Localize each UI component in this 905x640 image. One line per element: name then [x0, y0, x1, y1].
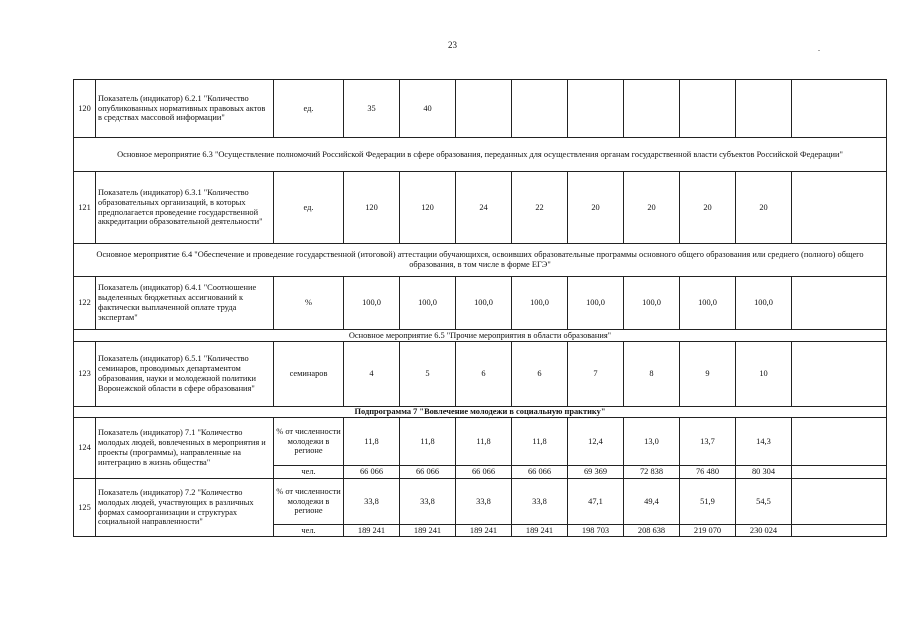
value-cell [792, 342, 887, 407]
value-cell: 12,4 [568, 418, 624, 466]
value-cell: 66 066 [456, 466, 512, 479]
value-cell: 198 703 [568, 525, 624, 537]
row-number: 122 [74, 277, 96, 330]
value-cell: 6 [456, 342, 512, 407]
table-row [74, 172, 887, 244]
page-mark: . [818, 44, 820, 53]
value-cell: 8 [624, 342, 680, 407]
unit-cell: чел. [274, 466, 344, 479]
value-cell: 49,4 [624, 479, 680, 525]
value-cell: 72 838 [624, 466, 680, 479]
value-cell: 51,9 [680, 479, 736, 525]
unit-cell: ед. [274, 80, 344, 138]
value-cell: 230 024 [736, 525, 792, 537]
section-row [74, 330, 887, 342]
table-row [74, 277, 887, 330]
value-cell: 100,0 [456, 277, 512, 330]
value-cell: 5 [400, 342, 456, 407]
section-title: Основное мероприятие 6.4 "Обеспечение и проведение государственной (итоговой) аттестации обучающихся, освоивших образовательные программы основного общего образования или среднего (полного) общего образования, в том числе в форме ЕГЭ" [74, 244, 887, 277]
row-number: 124 [74, 418, 96, 479]
value-cell [792, 525, 887, 537]
value-cell: 11,8 [512, 418, 568, 466]
value-cell: 76 480 [680, 466, 736, 479]
value-cell: 35 [344, 80, 400, 138]
value-cell: 189 241 [512, 525, 568, 537]
value-cell: 13,7 [680, 418, 736, 466]
unit-cell: семинаров [274, 342, 344, 407]
value-cell: 66 066 [512, 466, 568, 479]
indicator-name: Показатель (индикатор) 6.4.1 "Соотношение выделенных бюджетных ассигнований к фактически выплаченной оплате труда экспертам" [96, 277, 274, 330]
section-row [74, 244, 887, 277]
value-cell: 20 [736, 172, 792, 244]
value-cell: 80 304 [736, 466, 792, 479]
table-row [74, 80, 887, 138]
value-cell: 33,8 [456, 479, 512, 525]
value-cell [680, 80, 736, 138]
value-cell: 7 [568, 342, 624, 407]
indicator-name: Показатель (индикатор) 6.3.1 "Количество образовательных организаций, в которых предполагается проведение государственной аккредитации образовательной деятельности" [96, 172, 274, 244]
value-cell: 6 [512, 342, 568, 407]
value-cell: 11,8 [344, 418, 400, 466]
value-cell: 14,3 [736, 418, 792, 466]
section-title: Основное мероприятие 6.3 "Осуществление полномочий Российской Федерации в сфере образования, переданных для осуществления органам государственной власти субъектов Российской Федерации" [74, 138, 887, 172]
value-cell: 100,0 [736, 277, 792, 330]
unit-cell: чел. [274, 525, 344, 537]
section-row [74, 138, 887, 172]
table-row [74, 418, 887, 466]
value-cell: 100,0 [344, 277, 400, 330]
value-cell: 100,0 [568, 277, 624, 330]
row-number: 121 [74, 172, 96, 244]
value-cell: 11,8 [400, 418, 456, 466]
value-cell [512, 80, 568, 138]
unit-cell: ед. [274, 172, 344, 244]
value-cell: 20 [568, 172, 624, 244]
value-cell: 100,0 [624, 277, 680, 330]
subprogram-title: Подпрограмма 7 "Вовлечение молодежи в социальную практику" [74, 407, 887, 418]
value-cell [624, 80, 680, 138]
value-cell: 33,8 [400, 479, 456, 525]
value-cell: 54,5 [736, 479, 792, 525]
unit-cell: % от численности молодежи в регионе [274, 418, 344, 466]
page-number: 23 [448, 40, 457, 50]
section-title: Основное мероприятие 6.5 "Прочие мероприятия в области образования" [74, 330, 887, 342]
value-cell [792, 418, 887, 466]
value-cell [792, 466, 887, 479]
value-cell: 24 [456, 172, 512, 244]
indicator-name: Показатель (индикатор) 6.5.1 "Количество семинаров, проводимых департаментом образования, науки и молодежной политики Воронежской области в сфере образования" [96, 342, 274, 407]
indicator-name: Показатель (индикатор) 7.1 "Количество молодых людей, вовлеченных в мероприятия и проекты (программы), направленные на интеграцию в жизнь общества" [96, 418, 274, 479]
indicator-name: Показатель (индикатор) 6.2.1 "Количество опубликованных нормативных правовых актов в средствах массовой информации" [96, 80, 274, 138]
value-cell: 208 638 [624, 525, 680, 537]
row-number: 120 [74, 80, 96, 138]
value-cell: 66 066 [344, 466, 400, 479]
value-cell: 189 241 [456, 525, 512, 537]
unit-cell: % [274, 277, 344, 330]
value-cell: 10 [736, 342, 792, 407]
section-row [74, 407, 887, 418]
value-cell: 69 369 [568, 466, 624, 479]
value-cell: 100,0 [400, 277, 456, 330]
value-cell [792, 277, 887, 330]
value-cell [568, 80, 624, 138]
value-cell: 100,0 [680, 277, 736, 330]
row-number: 125 [74, 479, 96, 537]
value-cell [792, 80, 887, 138]
value-cell: 13,0 [624, 418, 680, 466]
value-cell [456, 80, 512, 138]
value-cell: 120 [400, 172, 456, 244]
value-cell: 33,8 [344, 479, 400, 525]
unit-cell: % от численности молодежи в регионе [274, 479, 344, 525]
value-cell: 22 [512, 172, 568, 244]
value-cell [792, 479, 887, 525]
value-cell: 11,8 [456, 418, 512, 466]
indicator-name: Показатель (индикатор) 7.2 "Количество молодых людей, участвующих в различных формах самоорганизации и структурах социальной направленности" [96, 479, 274, 537]
value-cell [736, 80, 792, 138]
value-cell: 189 241 [344, 525, 400, 537]
value-cell: 20 [680, 172, 736, 244]
value-cell: 189 241 [400, 525, 456, 537]
value-cell: 47,1 [568, 479, 624, 525]
value-cell: 40 [400, 80, 456, 138]
value-cell: 120 [344, 172, 400, 244]
table-row [74, 342, 887, 407]
value-cell: 9 [680, 342, 736, 407]
value-cell: 100,0 [512, 277, 568, 330]
indicator-table [73, 79, 887, 537]
value-cell [792, 172, 887, 244]
value-cell: 4 [344, 342, 400, 407]
row-number: 123 [74, 342, 96, 407]
value-cell: 219 070 [680, 525, 736, 537]
value-cell: 20 [624, 172, 680, 244]
value-cell: 33,8 [512, 479, 568, 525]
table-row [74, 479, 887, 525]
value-cell: 66 066 [400, 466, 456, 479]
